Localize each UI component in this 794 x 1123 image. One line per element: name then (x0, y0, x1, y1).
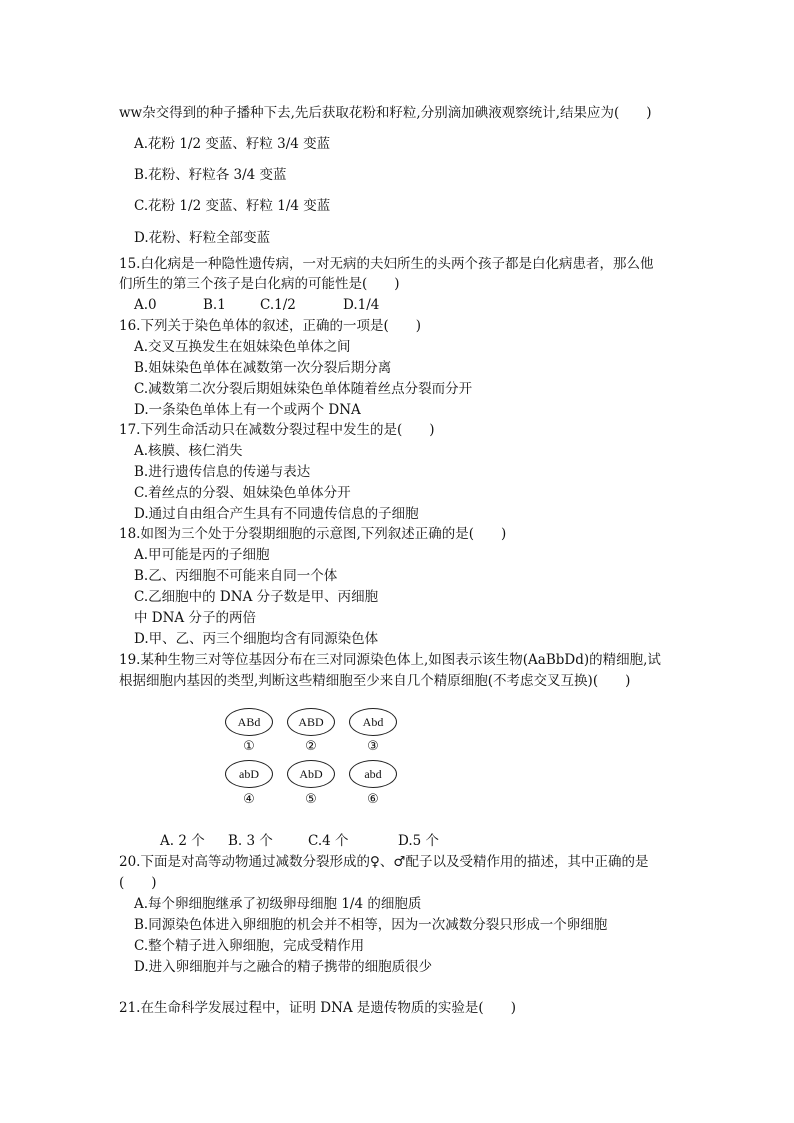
q16-option-b: B.姐妹染色单体在减数第一次分裂后期分离 (134, 360, 392, 376)
q14-option-d: D.花粉、籽粒全部变蓝 (134, 230, 271, 246)
q15-stem-line2: 们所生的第三个孩子是白化病的可能性是( ) (119, 276, 400, 292)
q15-option-b: B.1 (203, 297, 226, 313)
q20-option-d: D.进入卵细胞并与之融合的精子携带的细胞质很少 (134, 959, 433, 975)
q20-option-b: B.同源染色体进入卵细胞的机会并不相等，因为一次减数分裂只形成一个卵细胞 (134, 917, 608, 933)
sperm-cell-4: abD (225, 760, 273, 788)
q14-option-b: B.花粉、籽粒各 3/4 变蓝 (134, 167, 287, 183)
q15-option-c: C.1/2 (260, 297, 296, 313)
q15-option-a: A.0 (134, 297, 157, 313)
sperm-cell-5-number: ⑤ (305, 792, 317, 807)
sperm-cell-4-number: ④ (243, 792, 255, 807)
q20-option-a: A.每个卵细胞继承了初级卵母细胞 1/4 的细胞质 (134, 896, 422, 912)
sperm-cell-2-number: ② (305, 739, 317, 754)
q19-stem-line2: 根据细胞内基因的类型,判断这些精细胞至少来自几个精原细胞(不考虑交叉互换)( ) (119, 673, 631, 689)
sperm-cell-5: AbD (287, 760, 335, 788)
q14-option-a: A.花粉 1/2 变蓝、籽粒 3/4 变蓝 (134, 136, 331, 152)
q17-option-a: A.核膜、核仁消失 (134, 443, 243, 459)
q14-stem-continued: ww杂交得到的种子播种下去,先后获取花粉和籽粒,分别滴加碘液观察统计,结果应为( ) (119, 105, 652, 121)
q16-option-a: A.交叉互换发生在姐妹染色单体之间 (134, 339, 351, 355)
q16-option-d: D.一条染色单体上有一个或两个 DNA (134, 402, 361, 418)
q17-option-d: D.通过自由组合产生具有不同遗传信息的子细胞 (134, 506, 419, 522)
sperm-cell-3-number: ③ (367, 739, 379, 754)
q19-option-a: A. 2 个 (160, 833, 205, 849)
q15-option-d: D.1/4 (343, 297, 380, 313)
q16-option-c: C.减数第二次分裂后期姐妹染色单体随着丝点分裂而分开 (134, 381, 473, 397)
q18-option-d: D.甲、乙、丙三个细胞均含有同源染色体 (134, 631, 379, 647)
q19-option-d: D.5 个 (398, 833, 440, 849)
q20-stem-line2: ( ) (119, 875, 157, 891)
sperm-cell-1: ABd (225, 708, 273, 736)
q19-option-c: C.4 个 (308, 833, 349, 849)
q19-option-b: B. 3 个 (228, 833, 273, 849)
q20-stem-line1: 20.下面是对高等动物通过减数分裂形成的♀、♂配子以及受精作用的描述，其中正确的是 (119, 854, 649, 870)
q17-stem: 17.下列生命活动只在减数分裂过程中发生的是( ) (119, 422, 435, 438)
sperm-cell-6: abd (349, 760, 397, 788)
sperm-cell-1-number: ① (243, 739, 255, 754)
sperm-cell-3: Abd (349, 708, 397, 736)
q15-stem-line1: 15.白化病是一种隐性遗传病，一对无病的夫妇所生的头两个孩子都是白化病患者，那么他 (119, 256, 654, 272)
q20-option-c: C.整个精子进入卵细胞，完成受精作用 (134, 938, 365, 954)
q16-stem: 16.下列关于染色单体的叙述，正确的一项是( ) (119, 318, 422, 334)
q18-option-c-line2: 中 DNA 分子的两倍 (134, 610, 256, 626)
q18-option-b: B.乙、丙细胞不可能来自同一个体 (134, 568, 338, 584)
q17-option-c: C.着丝点的分裂、姐妹染色单体分开 (134, 485, 351, 501)
q18-option-c-line1: C.乙细胞中的 DNA 分子数是甲、丙细胞 (134, 589, 379, 605)
q18-stem: 18.如图为三个处于分裂期细胞的示意图,下列叙述正确的是( ) (119, 526, 507, 542)
q18-option-a: A.甲可能是丙的子细胞 (134, 547, 270, 563)
sperm-cell-6-number: ⑥ (367, 792, 379, 807)
sperm-cell-2: ABD (287, 708, 335, 736)
q14-option-c: C.花粉 1/2 变蓝、籽粒 1/4 变蓝 (134, 198, 331, 214)
q17-option-b: B.进行遗传信息的传递与表达 (134, 464, 311, 480)
sperm-cells-figure (224, 704, 404, 814)
q21-stem: 21.在生命科学发展过程中，证明 DNA 是遗传物质的实验是( ) (119, 1000, 516, 1016)
q19-stem-line1: 19.某种生物三对等位基因分布在三对同源染色体上,如图表示该生物(AaBbDd)的精细胞,试 (119, 652, 661, 668)
